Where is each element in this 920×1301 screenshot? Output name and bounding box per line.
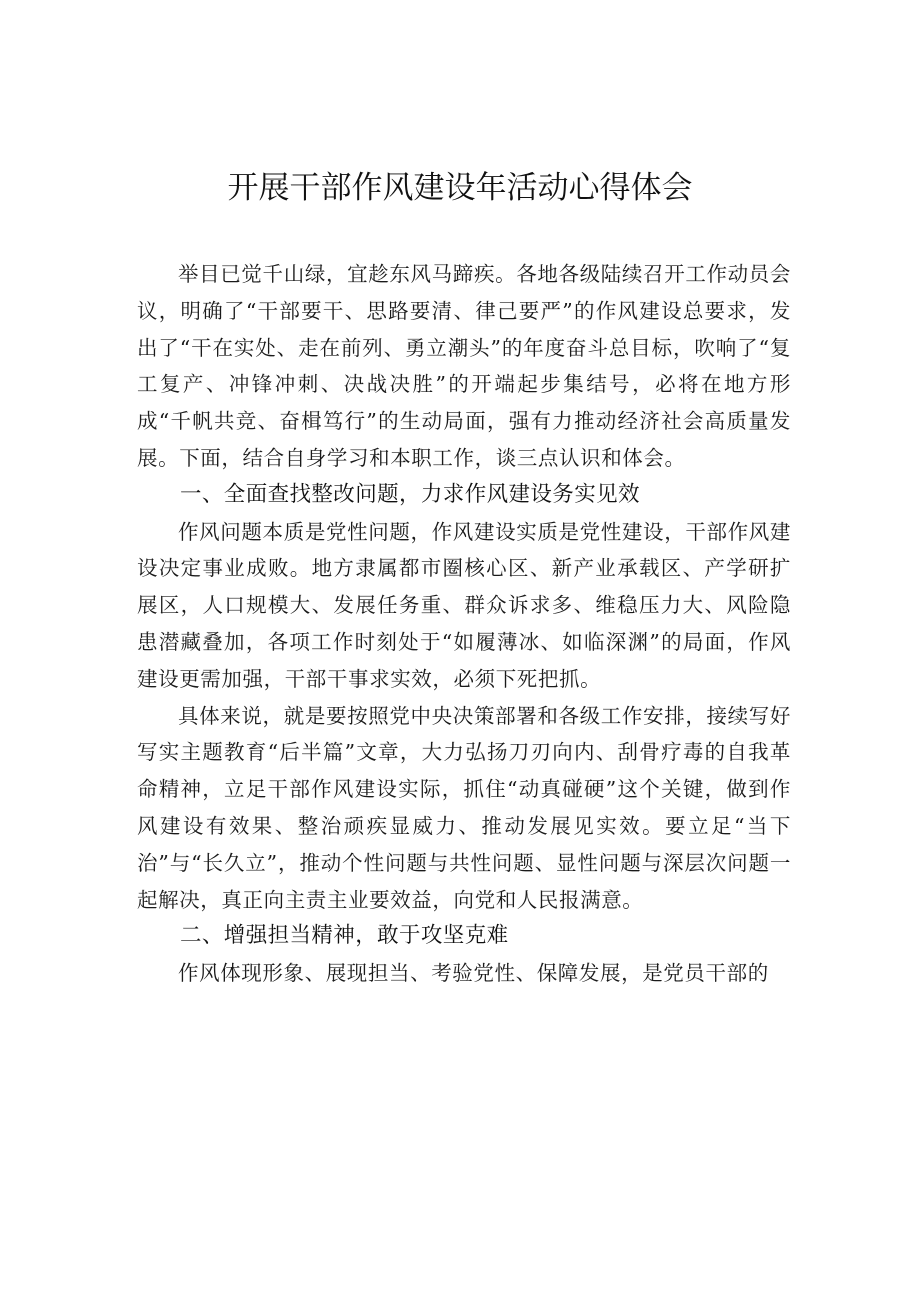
section-1-paragraph-1: 作风问题本质是党性问题，作风建设实质是党性建设，干部作风建设决定事业成败。地方隶属都市圈核心区、新产业承载区、产学研扩展区，人口规模大、发展任务重、群众诉求多、维稳压力大、风险隐患潜藏叠加，各项工作时刻处于“如履薄冰、如临深渊”的局面，作风建设更需加强，干部干事求实效，必须下死把抓。 [137, 519, 791, 691]
section-heading-1: 一、全面查找整改问题，力求作风建设务实见效 [180, 481, 640, 507]
section-2-paragraph-1: 作风体现形象、展现担当、考验党性、保障发展，是党员干部的 [178, 961, 769, 986]
section-1-paragraph-2: 具体来说，就是要按照党中央决策部署和各级工作安排，接续写好写实主题教育“后半篇”文章，大力弘扬刀刃向内、刮骨疗毒的自我革命精神，立足干部作风建设实际，抓住“动真碰硬”这个关键，做到作风建设有效果、整治顽疾显威力、推动发展见实效。要立足“当下治”与“长久立”，推动个性问题与共性问题、显性问题与深层次问题一起解决，真正向主责主业要效益，向党和人民报满意。 [137, 703, 791, 912]
section-heading-2: 二、增强担当精神，敢于攻坚克难 [180, 923, 509, 949]
document-title: 开展干部作风建设年活动心得体会 [227, 170, 693, 206]
document-body [137, 256, 791, 992]
intro-paragraph: 举目已觉千山绿，宜趁东风马蹄疾。各地各级陆续召开工作动员会议，明确了“干部要干、思路要清、律己要严”的作风建设总要求，发出了“干在实处、走在前列、勇立潮头”的年度奋斗总目标，吹响了“复工复产、冲锋冲刺、决战决胜”的开端起步集结号，必将在地方形成“千帆共竞、奋楫笃行”的生动局面，强有力推动经济社会高质量发展。下面，结合自身学习和本职工作，谈三点认识和体会。 [137, 262, 791, 470]
